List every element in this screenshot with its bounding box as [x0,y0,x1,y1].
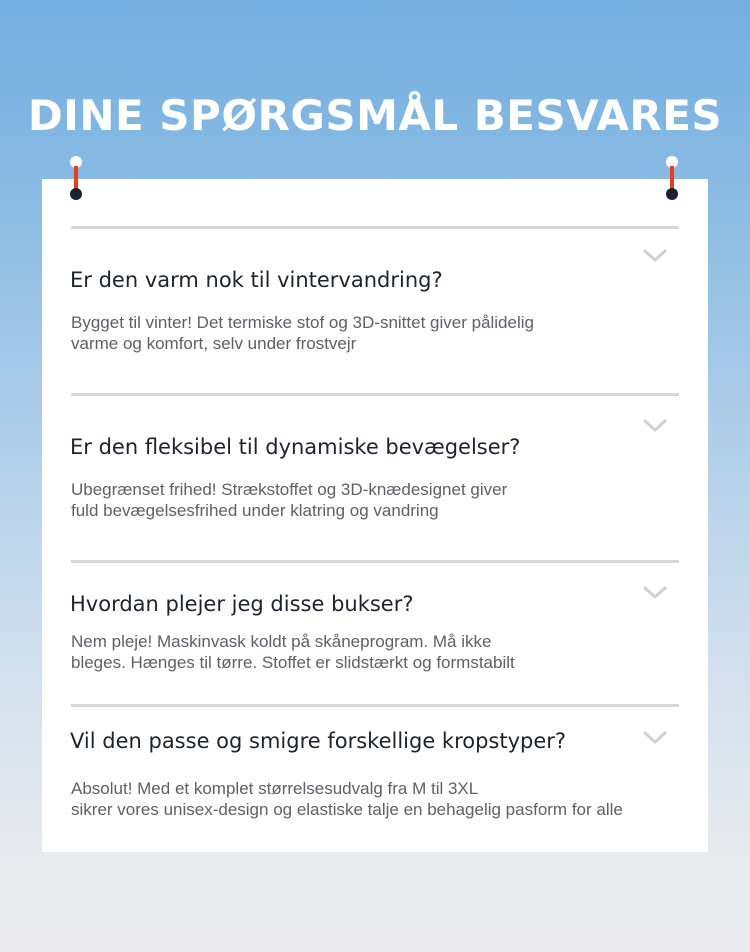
page-title: DINE SPØRGSMÅL BESVARES [27,91,723,140]
faq-divider [71,226,679,229]
faq-divider [71,704,679,707]
faq-divider [71,393,679,396]
faq-question[interactable]: Vil den passe og smigre forskellige kropstyper? [70,729,567,753]
chevron-down-icon[interactable] [643,419,667,433]
faq-answer-line: fuld bevægelsesfrihed under klatring og vandring [71,501,439,520]
faq-answer-line: Nem pleje! Maskinvask koldt på skåneprogram. Må ikke [71,632,492,651]
faq-question[interactable]: Hvordan plejer jeg disse bukser? [70,592,414,616]
pin-icon [665,156,679,202]
chevron-down-icon[interactable] [643,249,667,263]
faq-answer-line: Absolut! Med et komplet størrelsesudvalg fra M til 3XL [71,779,479,798]
faq-answer [71,631,691,673]
faq-answer [71,778,691,820]
faq-answer-line: Ubegrænset frihed! Strækstoffet og 3D-knædesignet giver [71,480,508,499]
faq-question[interactable]: Er den varm nok til vintervandring? [70,268,443,292]
faq-answer [71,312,691,354]
faq-answer-line: Bygget til vinter! Det termiske stof og 3D-snittet giver pålidelig [71,313,534,332]
faq-answer-line: varme og komfort, selv under frostvejr [71,334,357,353]
faq-answer [71,479,691,521]
pin-icon [69,156,83,202]
faq-answer-line: bleges. Hænges til tørre. Stoffet er slidstærkt og formstabilt [71,653,515,672]
faq-question[interactable]: Er den fleksibel til dynamiske bevægelser? [70,435,521,459]
faq-answer-line: sikrer vores unisex-design og elastiske talje en behagelig pasform for alle [71,800,623,819]
faq-divider [71,560,679,563]
